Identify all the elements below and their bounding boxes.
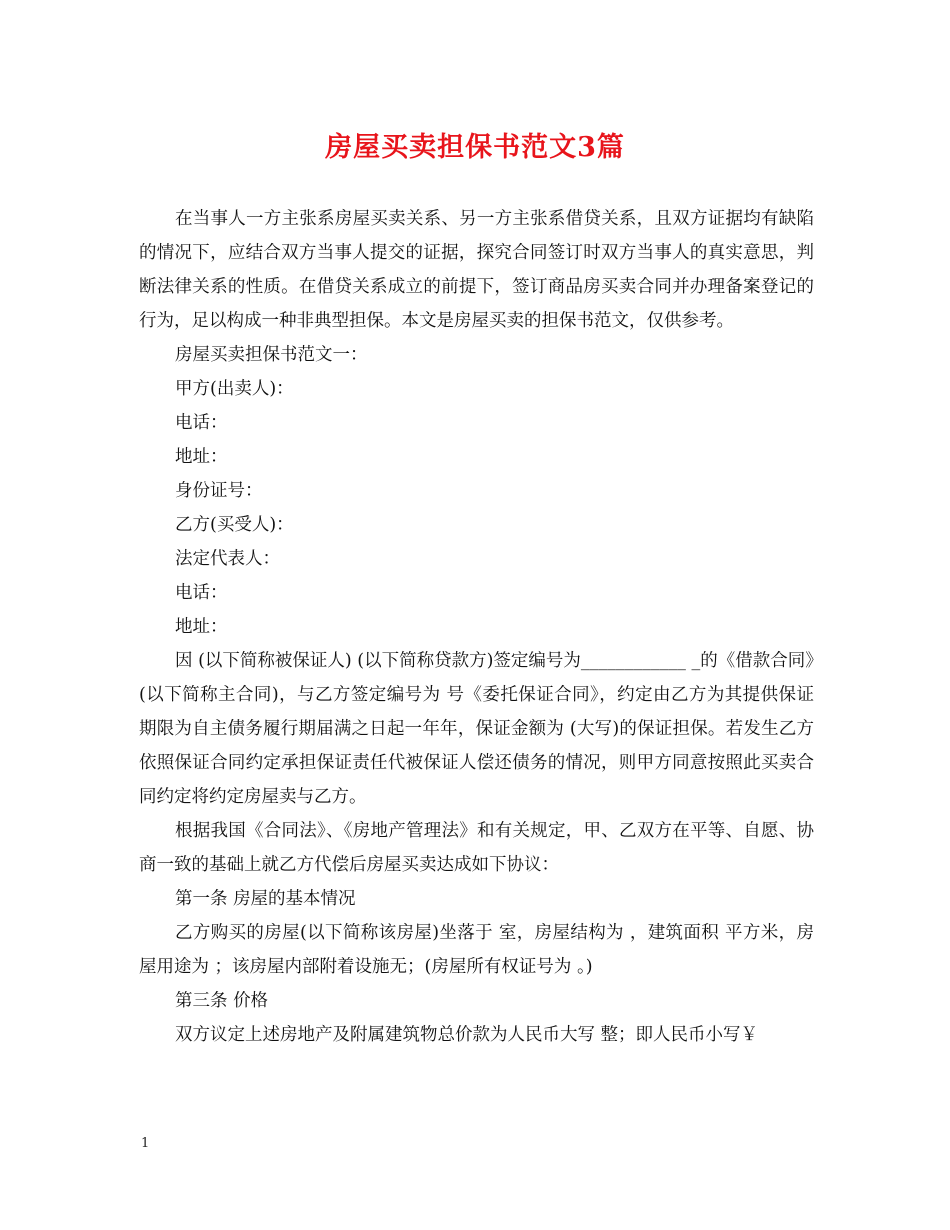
legal-basis-paragraph: 根据我国《合同法》、《房地产管理法》和有关规定，甲、乙双方在平等、自愿、协商一致的基础上就乙方代偿后房屋买卖达成如下协议： (139, 821, 814, 875)
legal-representative-field: 法定代表人： (175, 549, 280, 569)
party-b-field: 乙方(买受人)： (175, 515, 294, 535)
party-a-address-field: 地址： (175, 447, 228, 467)
document-title: 房屋买卖担保书范文3篇 (325, 132, 625, 163)
party-a-id-field: 身份证号： (175, 481, 263, 501)
party-b-address-field: 地址： (175, 617, 228, 637)
article-paragraph: 双方议定上述房地产及附属建筑物总价款为人民币大写 整；即人民币小写￥ (175, 1025, 759, 1045)
page-number: 1 (141, 1136, 150, 1151)
article-paragraph: 乙方购买的房屋(以下简称该房屋)坐落于 室，房屋结构为 ，建筑面积 平方米，房屋用途为 ；该房屋内部附着设施无；(房屋所有权证号为 。) (139, 923, 814, 977)
article-heading: 第一条 房屋的基本情况 (175, 889, 356, 909)
intro-paragraph: 在当事人一方主张系房屋买卖关系、另一方主张系借贷关系，且双方证据均有缺陷的情况下，应结合双方当事人提交的证据，探究合同签订时双方当事人的真实意思，判断法律关系的性质。在借贷关系成立的前提下，签订商品房买卖合同并办理备案登记的行为，足以构成一种非典型担保。本文是房屋买卖的担保书范文，仅供参考。 (139, 209, 814, 331)
party-a-phone-field: 电话： (175, 413, 228, 433)
article-heading: 第三条 价格 (175, 991, 269, 1011)
party-a-field: 甲方(出卖人)： (175, 379, 294, 399)
document-body (139, 202, 814, 1052)
background-paragraph: 因 (以下简称被保证人) (以下简称贷款方)签定编号为____________ _的《借款合同》(以下简称主合同)，与乙方签定编号为 号《委托保证合同》，约定由乙方为其提供保证期限为自主债务履行期届满之日起一年年，保证金额为 (大写)的保证担保。若发生乙方依照保证合同约定承担保证责任代被保证人偿还债务的情况，则甲方同意按照此买卖合同约定将约定房屋卖与乙方。 (139, 651, 814, 807)
section-heading: 房屋买卖担保书范文一： (175, 345, 368, 365)
party-b-phone-field: 电话： (175, 583, 228, 603)
